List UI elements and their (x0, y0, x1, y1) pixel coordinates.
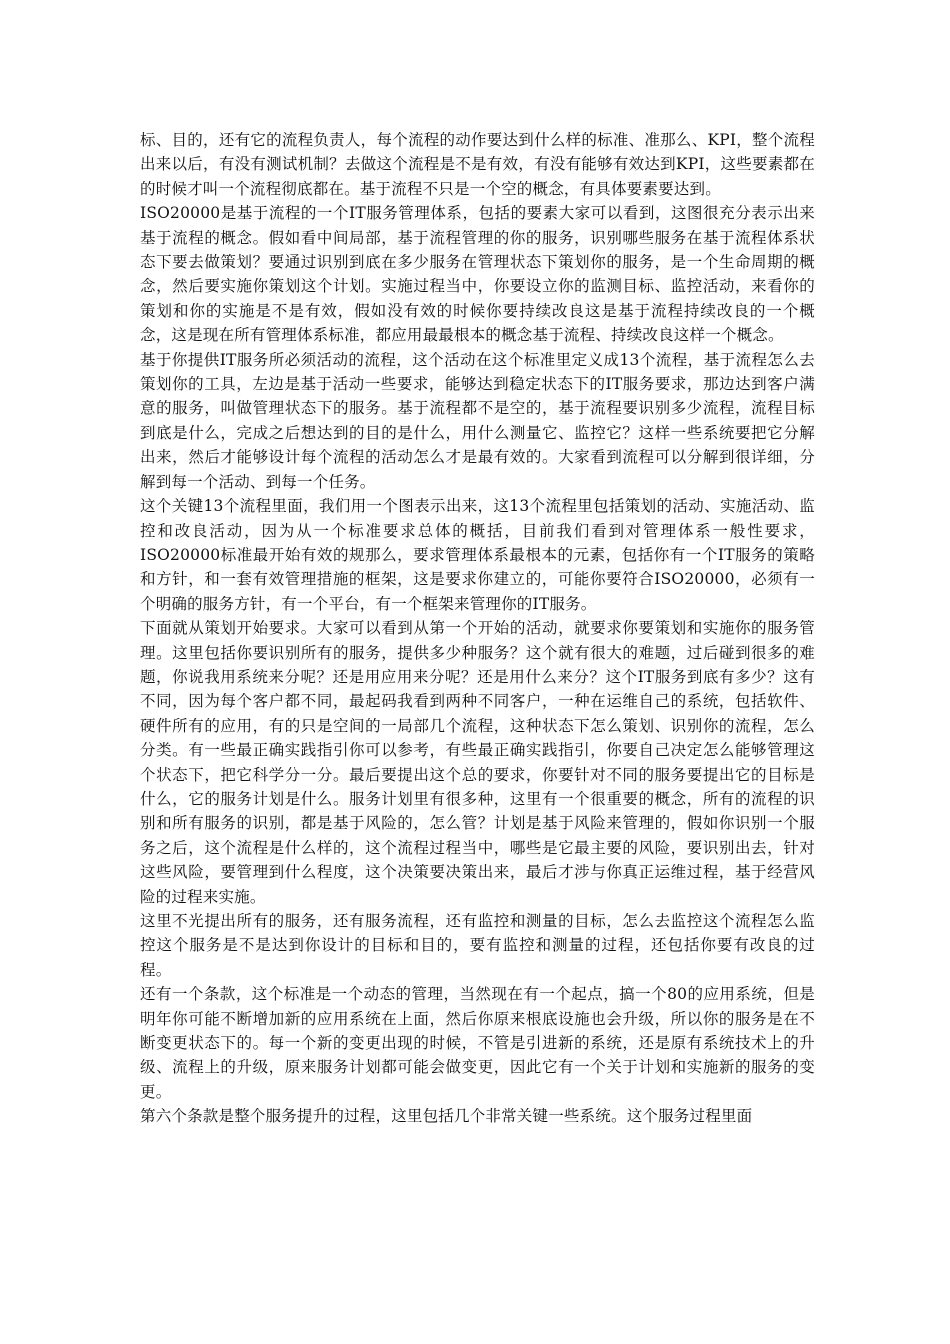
document-page (140, 128, 815, 1129)
paragraph-2: ISO20000是基于流程的一个IT服务管理体系，包括的要素大家可以看到，这图很充分表示出来基于流程的概念。假如看中间局部，基于流程管理的你的服务，识别哪些服务在基于流程体系状态下要去做策划？要通过识别到底在多少服务在管理状态下策划你的服务，是一个生命周期的概念，然后要实施你策划这个计划。实施过程当中，你要设立你的监测目标、监控活动，来看你的策划和你的实施是不是有效，假如没有效的时候你要持续改良这是基于流程持续改良的一个概念，这是现在所有管理体系标准，都应用最最根本的概念基于流程、持续改良这样一个概念。 (140, 204, 815, 345)
paragraph-6: 这里不光提出所有的服务，还有服务流程，还有监控和测量的目标，怎么去监控这个流程怎么监控这个服务是不是达到你设计的目标和目的，要有监控和测量的过程，还包括你要有改良的过程。 (140, 912, 815, 979)
paragraph-8: 第六个条款是整个服务提升的过程，这里包括几个非常关键一些系统。这个服务过程里面 (140, 1107, 753, 1126)
paragraph-7: 还有一个条款，这个标准是一个动态的管理，当然现在有一个起点，搞一个80的应用系统，但是明年你可能不断增加新的应用系统在上面，然后你原来根底设施也会升级，所以你的服务是在不断变更状态下的。每一个新的变更出现的时候，不管是引进新的系统，还是原有系统技术上的升级、流程上的升级，原来服务计划都可能会做变更，因此它有一个关于计划和实施新的服务的变更。 (140, 985, 815, 1101)
paragraph-1: 标、目的，还有它的流程负责人，每个流程的动作要达到什么样的标准、准那么、KPI，整个流程出来以后，有没有测试机制？去做这个流程是不是有效，有没有能够有效达到KPI，这些要素都在的时候才叫一个流程彻底都在。基于流程不只是一个空的概念，有具体要素要达到。 (140, 131, 815, 198)
paragraph-3: 基于你提供IT服务所必须活动的流程，这个活动在这个标准里定义成13个流程，基于流程怎么去策划你的工具，左边是基于活动一些要求，能够达到稳定状态下的IT服务要求，那边达到客户满意的服务，叫做管理状态下的服务。基于流程都不是空的，基于流程要识别多少流程，流程目标到底是什么，完成之后想达到的目的是什么，用什么测量它、监控它？这样一些系统要把它分解出来，然后才能够设计每个流程的活动怎么才是最有效的。大家看到流程可以分解到很详细，分解到每一个活动、到每一个任务。 (140, 350, 815, 491)
paragraph-5: 下面就从策划开始要求。大家可以看到从第一个开始的活动，就要求你要策划和实施你的服务管理。这里包括你要识别所有的服务，提供多少种服务？这个就有很大的难题，过后碰到很多的难题，你说我用系统来分呢？还是用应用来分呢？还是用什么来分？这个IT服务到底有多少？这有不同，因为每个客户都不同，最起码我看到两种不同客户，一种在运维自己的系统，包括软件、硬件所有的应用，有的只是空间的一局部几个流程，这种状态下怎么策划、识别你的流程，怎么分类。有一些最正确实践指引你可以参考，有些最正确实践指引，你要自己决定怎么能够管理这个状态下，把它科学分一分。最后要提出这个总的要求，你要针对不同的服务要提出它的目标是什么，它的服务计划是什么。服务计划里有很多种，这里有一个很重要的概念，所有的流程的识别和所有服务的识别，都是基于风险的，怎么管？计划是基于风险来管理的，假如你识别一个服务之后，这个流程是什么样的，这个流程过程当中，哪些是它最主要的风险，要识别出去，针对这些风险，要管理到什么程度，这个决策要决策出来，最后才涉与你真正运维过程，基于经营风险的过程来实施。 (140, 619, 815, 906)
paragraph-4: 这个关键13个流程里面，我们用一个图表示出来，这13个流程里包括策划的活动、实施活动、监控和改良活动，因为从一个标准要求总体的概括，目前我们看到对管理体系一般性要求，ISO20000标准最开始有效的规那么，要求管理体系最根本的元素，包括你有一个IT服务的策略和方针，和一套有效管理措施的框架，这是要求你建立的，可能你要符合ISO20000，必须有一个明确的服务方针，有一个平台，有一个框架来管理你的IT服务。 (140, 497, 815, 613)
